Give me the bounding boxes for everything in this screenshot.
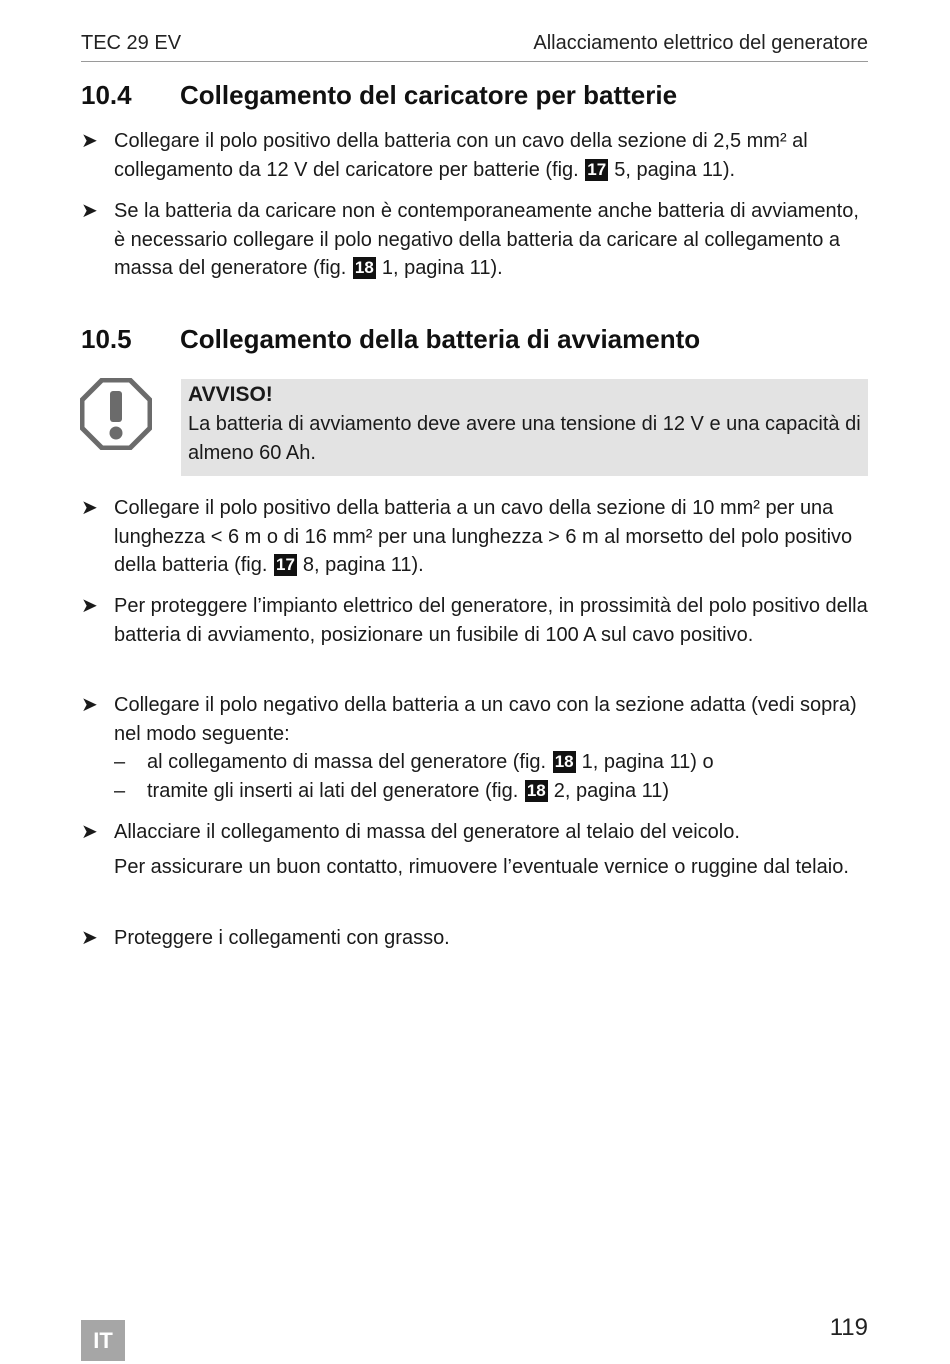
figure-ref: 18 [354, 258, 374, 277]
step-10-5-2 [81, 592, 871, 649]
figure-ref: 17 [275, 555, 295, 574]
section-10-5-heading [81, 324, 700, 355]
section-number: 10.4 [81, 80, 132, 110]
page-header [81, 30, 868, 62]
step-arrow-icon: ➤ [81, 200, 98, 222]
sub-item-text: al collegamento di massa del generatore (fig. [147, 751, 547, 773]
figure-ref: 18 [526, 780, 546, 800]
sub-item-text-end: 2, pagina 11) [553, 779, 670, 802]
section-title: Collegamento del caricatore per batterie [180, 80, 678, 110]
step-arrow-icon: ➤ [81, 821, 98, 843]
figure-ref: 17 [587, 159, 607, 179]
sub-item [114, 748, 871, 777]
step-arrow-icon: ➤ [81, 130, 98, 152]
sub-item-text-end: 1, pagina 11) o [581, 751, 714, 773]
step-arrow-icon: ➤ [81, 694, 98, 716]
section-number: 10.5 [81, 324, 132, 354]
step-note-paragraph: Per assicurare un buon contatto, rimuovere l’eventuale vernice o ruggine dal telaio. [114, 856, 849, 878]
sub-item [114, 777, 871, 806]
step-arrow-icon: ➤ [81, 595, 98, 617]
warning-octagon-icon [80, 378, 152, 450]
section-title: Collegamento della batteria di avviamento [180, 324, 701, 354]
step-text: Proteggere i collegamenti con grasso. [114, 927, 450, 949]
step-arrow-icon: ➤ [81, 927, 98, 949]
dash-bullet: – [114, 751, 126, 773]
step-10-5-1 [81, 494, 871, 580]
section-10-4-heading [81, 80, 677, 111]
notice-body: La batteria di avviamento deve avere una tensione di 12 V e una capacità di almeno 60 Ah. [188, 413, 861, 464]
step-10-4-2 [81, 197, 871, 283]
step-10-5-5 [81, 924, 871, 953]
step-10-4-1 [81, 127, 871, 184]
notice-title: AVVISO! [188, 383, 273, 406]
dash-bullet: – [114, 779, 126, 802]
step-text: Collegare il polo negativo della batteria a un cavo con la sezione adatta (vedi sopra) nel modo seguente: [114, 694, 857, 745]
step-text-end: 8, pagina 11). [302, 554, 424, 576]
step-10-5-4 [81, 818, 871, 847]
figure-ref: 18 [554, 752, 574, 771]
header-chapter: Allacciamento elettrico del generatore [533, 32, 868, 54]
step-10-5-4-note [81, 853, 871, 882]
step-text: Per proteggere l’impianto elettrico del generatore, in prossimità del polo positivo della batteria di avviamento, posizionare un fusibile di 100 A sul cavo positivo. [114, 595, 868, 646]
sub-item-text: tramite gli inserti ai lati del generatore (fig. [147, 779, 519, 802]
notice-box [181, 379, 868, 476]
page-number: 119 [829, 1314, 868, 1341]
step-text: Collegare il polo positivo della batteria a un cavo della sezione di 10 mm² per una lunghezza < 6 m o di 16 mm² per una lunghezza > 6 m al morsetto del polo positivo della batteria (fig. [114, 497, 853, 576]
step-arrow-icon: ➤ [81, 497, 98, 519]
header-product: TEC 29 EV [81, 32, 182, 54]
step-text-end: 5, pagina 11). [614, 158, 736, 181]
step-text: Collegare il polo positivo della batteria con un cavo della sezione di 2,5 mm² al collegamento da 12 V del caricatore per batterie (fig. [114, 130, 808, 181]
step-10-5-3 [81, 691, 871, 805]
step-text: Se la batteria da caricare non è contemporaneamente anche batteria di avviamento, è necessario collegare il polo negativo della batteria da caricare al collegamento a massa del generatore (fig. [114, 200, 859, 279]
step-text-end: 1, pagina 11). [381, 257, 503, 279]
language-badge: IT [81, 1320, 125, 1361]
step-text: Allacciare il collegamento di massa del generatore al telaio del veicolo. [114, 821, 740, 843]
